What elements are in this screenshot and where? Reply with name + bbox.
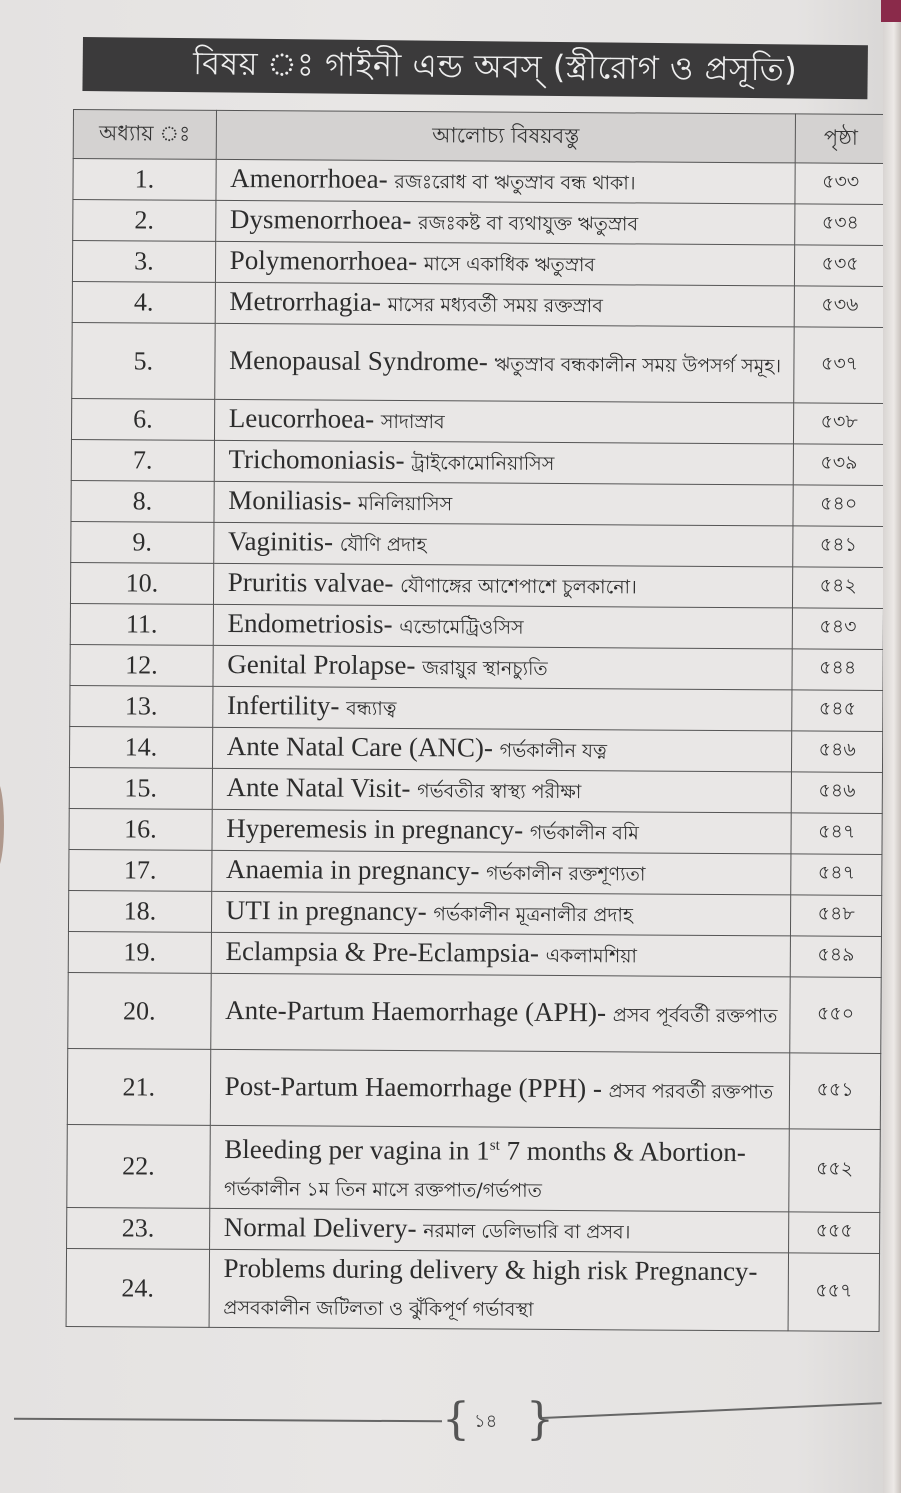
topic-cell <box>214 481 794 526</box>
page-ref: ৫৩৬ <box>794 286 885 328</box>
topic-cell <box>210 1049 790 1129</box>
table-row <box>70 562 883 608</box>
topic-cell <box>211 891 791 936</box>
topic-cell <box>213 604 793 649</box>
footer-rule-left <box>14 1418 442 1423</box>
page-footer <box>14 1395 876 1455</box>
topic-english <box>230 204 412 235</box>
section-title-bar <box>82 37 868 99</box>
topic-cell <box>215 282 795 327</box>
chapter-number: 20. <box>68 972 211 1049</box>
topic-bengali: গর্ভকালীন মূত্রনালীর প্রদাহ <box>433 903 633 927</box>
topic-english <box>228 567 394 598</box>
topic-english <box>224 1212 417 1243</box>
topic-english-text: Amenorrhoea- <box>230 162 388 194</box>
topic-cell <box>212 686 792 731</box>
topic-english <box>226 772 410 803</box>
topic-english-text: Bleeding per vagina in 1 <box>224 1133 490 1166</box>
topic-english-text: Ante-Partum Haemorrhage (APH)- <box>225 994 607 1027</box>
chapter-number: 5. <box>72 322 215 399</box>
topic-english-text: Ante Natal Care (ANC)- <box>226 730 494 763</box>
topic-bengali: ট্রাইকোমোনিয়াসিস <box>411 452 555 475</box>
topic-cell <box>216 159 796 204</box>
topic-english-text: Problems during delivery & high risk Pregnancy- <box>223 1252 758 1287</box>
topic-english-text: UTI in pregnancy- <box>225 894 427 927</box>
page-ref: ৫৩৪ <box>795 204 886 246</box>
topic-english <box>227 690 340 721</box>
topic-cell <box>214 399 794 444</box>
table-row <box>69 726 882 772</box>
table-row <box>72 241 885 287</box>
page-ref: ৫৪৬ <box>792 731 883 773</box>
table-row <box>68 931 881 977</box>
table-row <box>72 322 885 403</box>
topic-bengali: মাসে একাধিক ঋতুস্রাব <box>423 253 596 277</box>
topic-english-text: Eclampsia & Pre-Eclampsia- <box>225 935 539 968</box>
topic-english <box>226 895 427 926</box>
table-row <box>67 1048 880 1129</box>
table-row <box>66 1248 879 1331</box>
topic-bengali: গর্ভকালীন রক্তশূণ্যতা <box>486 862 646 886</box>
topic-bengali: যৌণাঙ্গের আশেপাশে চুলকানো। <box>400 575 637 599</box>
topic-cell <box>213 563 793 608</box>
table-row <box>70 603 883 649</box>
topic-cell <box>212 727 792 772</box>
topic-bengali: রজঃরোধ বা ঋতুস্রাব বন্ধ থাকা। <box>394 170 636 195</box>
topic-english <box>224 1134 746 1167</box>
topic-bengali: প্রসবকালীন জটিলতা ও ঝুঁকিপূর্ণ গর্ভাবস্থা <box>223 1296 534 1321</box>
table-header-row <box>73 110 886 164</box>
table-row <box>69 849 882 895</box>
topic-bengali: ঋতুস্রাব বন্ধকালীন সময় উপসর্গ সমূহ। <box>494 353 782 377</box>
topic-cell <box>214 323 794 403</box>
topic-english <box>225 936 539 968</box>
topic-english <box>225 1070 602 1102</box>
table-row <box>73 159 886 205</box>
topic-english <box>227 649 415 680</box>
topic-english <box>226 854 480 886</box>
chapter-number: 8. <box>71 480 214 522</box>
ordinal-superscript: st <box>489 1137 500 1154</box>
topic-english-text: Normal Delivery- <box>223 1211 417 1244</box>
topic-english-text: Metrorrhagia- <box>229 285 382 317</box>
topic-english <box>226 813 523 845</box>
table-row <box>67 1207 880 1253</box>
chapter-number: 3. <box>72 241 215 283</box>
chapter-number: 16. <box>69 808 212 850</box>
topic-cell <box>209 1249 789 1331</box>
page-edge <box>883 0 901 1493</box>
footer-brace-left-icon: { <box>442 1394 470 1445</box>
page-ref: ৫৪৮ <box>791 895 882 937</box>
topic-cell <box>215 200 795 245</box>
page-ref: ৫৪৭ <box>791 813 882 855</box>
topic-english-text: Leucorrhoea- <box>228 402 375 434</box>
column-header-chapter: অধ্যায় ঃ <box>73 110 216 160</box>
topic-bengali: মনিলিয়াসিস <box>357 492 453 516</box>
chapter-number: 13. <box>70 685 213 727</box>
topic-english <box>229 403 375 434</box>
topic-cell <box>209 1125 789 1212</box>
topic-cell <box>212 809 792 854</box>
topic-english <box>227 608 392 639</box>
topic-cell <box>213 522 793 567</box>
chapter-number: 2. <box>73 200 216 242</box>
topic-bengali: জরায়ুর স্থানচ্যুতি <box>422 657 548 680</box>
table-row <box>68 890 881 936</box>
topic-bengali: নরমাল ডেলিভারি বা প্রসব। <box>423 1220 631 1244</box>
topic-cell <box>211 932 791 977</box>
topic-english <box>230 163 388 194</box>
page-ref: ৫৫৫ <box>789 1212 880 1254</box>
table-row <box>73 200 886 246</box>
topic-english-text: Post-Partum Haemorrhage (PPH) - <box>224 1070 602 1103</box>
topic-english <box>228 526 333 557</box>
page-ref: ৫৩৩ <box>795 163 886 205</box>
topic-bengali: একলামশিয়া <box>545 944 638 968</box>
table-row <box>70 685 883 731</box>
chapter-number: 7. <box>71 439 214 481</box>
topic-bengali: প্রসব পরবর্তী রক্তপাত <box>608 1079 774 1103</box>
topic-english <box>229 344 488 376</box>
page-ref: ৫৪৬ <box>791 772 882 814</box>
topic-bengali: গর্ভবতীর স্বাস্থ্য পরীক্ষা <box>417 780 582 804</box>
topic-bengali: গর্ভকালীন বমি <box>529 821 639 845</box>
chapter-number: 18. <box>68 890 211 932</box>
topic-english-text: Moniliasis- <box>228 484 352 516</box>
page-ref: ৫৪৪ <box>792 649 883 691</box>
page-ref: ৫৩৭ <box>794 327 885 404</box>
topic-bengali: গর্ভকালীন যত্ন <box>499 739 607 763</box>
page-ref: ৫৪০ <box>793 485 884 527</box>
page-ref: ৫৩৮ <box>794 403 885 445</box>
table-body <box>66 159 886 1332</box>
table-row <box>72 281 885 327</box>
column-header-topic: আলোচ্য বিষয়বস্তু <box>216 110 796 163</box>
book-cover-corner <box>881 0 901 22</box>
topic-english-text: Dysmenorrhoea- <box>229 203 412 236</box>
page-ref: ৫৪১ <box>793 526 884 568</box>
topic-bengali: প্রসব পূর্ববর্তী রক্তপাত <box>612 1003 778 1027</box>
page-ref: ৫৫০ <box>790 977 881 1054</box>
topic-english <box>230 245 418 276</box>
topic-english-text: Polymenorrhoea- <box>229 244 418 277</box>
page-number: ১৪ <box>474 1411 498 1432</box>
topic-cell <box>214 440 794 485</box>
chapter-number: 9. <box>71 521 214 563</box>
topic-english-text: Infertility- <box>226 689 340 721</box>
topic-english <box>223 1253 757 1286</box>
topic-bengali: মাসের মধ্যবর্তী সময় রক্তস্রাব <box>387 293 603 318</box>
topic-english-text: Hyperemesis in pregnancy- <box>226 812 524 845</box>
topic-bengali: রজঃকষ্ট বা ব্যথাযুক্ত ঋতুস্রাব <box>418 212 639 236</box>
footer-brace-right-icon: } <box>526 1394 554 1445</box>
page-ref: ৫৪৫ <box>792 690 883 732</box>
page-ref: ৫৪৯ <box>790 936 881 978</box>
topic-cell <box>209 1208 789 1253</box>
chapter-number: 22. <box>67 1124 210 1208</box>
topic-cell <box>215 241 795 286</box>
chapter-number: 24. <box>66 1248 209 1327</box>
topic-english-text: Genital Prolapse- <box>227 648 416 681</box>
topic-english-text: Vaginitis- <box>227 525 334 557</box>
chapter-number: 17. <box>69 849 212 891</box>
topic-english-text: Anaemia in pregnancy- <box>225 853 480 886</box>
chapter-number: 14. <box>69 726 212 768</box>
topic-english-text: Menopausal Syndrome- <box>229 344 488 377</box>
page-ref: ৫৫১ <box>789 1053 880 1130</box>
chapter-number: 1. <box>73 159 216 201</box>
topic-bengali: যৌণি প্রদাহ <box>339 533 427 557</box>
topic-cell <box>210 973 790 1053</box>
table-row <box>70 644 883 690</box>
table-row <box>69 767 882 813</box>
chapter-number: 21. <box>67 1048 210 1125</box>
page-ref: ৫৩৯ <box>793 444 884 486</box>
chapter-number: 23. <box>67 1207 210 1249</box>
topic-bengali: সাদাস্রাব <box>380 410 445 434</box>
page-ref: ৫৫২ <box>789 1129 880 1213</box>
page-ref: ৫৪৭ <box>791 854 882 896</box>
topic-cell <box>212 768 792 813</box>
table-row <box>71 439 884 485</box>
topic-bengali: বন্ধ্যাত্ব <box>346 697 397 720</box>
chapter-number: 15. <box>69 767 212 809</box>
table-of-contents <box>66 109 887 1332</box>
chapter-number: 12. <box>70 644 213 686</box>
footer-rule-right <box>542 1402 882 1419</box>
table-row <box>71 521 884 567</box>
topic-english <box>227 731 493 763</box>
page-ref: ৫৪২ <box>793 567 884 609</box>
topic-english-text: Endometriosis- <box>227 607 393 639</box>
topic-bengali: এন্ডোমেট্রিওসিস <box>399 616 524 639</box>
topic-english-text-cont: 7 months & Abortion- <box>499 1135 746 1168</box>
page-ref: ৫৪৩ <box>792 608 883 650</box>
page-ref: ৫৩৫ <box>795 245 886 287</box>
topic-cell <box>213 645 793 690</box>
topic-english <box>229 286 381 317</box>
column-header-page: পৃষ্ঠা <box>795 114 886 164</box>
table-row <box>68 972 881 1053</box>
chapter-number: 4. <box>72 281 215 323</box>
chapter-number: 10. <box>70 562 213 604</box>
table-row <box>71 480 884 526</box>
section-title: বিষয় ঃ গাইনী এন্ড অবস্ (স্ত্রীরোগ ও প্রসূতি) <box>192 44 798 89</box>
page-ref: ৫৫৭ <box>788 1253 879 1332</box>
table-row <box>67 1124 880 1212</box>
chapter-number: 19. <box>68 931 211 973</box>
table-row <box>71 398 884 444</box>
topic-english-text: Pruritis valvae- <box>227 566 394 598</box>
topic-english-text: Trichomoniasis- <box>228 443 405 476</box>
topic-english <box>228 485 351 516</box>
chapter-number: 6. <box>71 398 214 440</box>
chapter-number: 11. <box>70 603 213 645</box>
topic-english <box>228 444 404 475</box>
topic-english-text: Ante Natal Visit- <box>226 771 411 804</box>
table-row <box>69 808 882 854</box>
topic-bengali: গর্ভকালীন ১ম তিন মাসে রক্তপাত/গর্ভপাত <box>223 1177 543 1202</box>
topic-cell <box>211 850 791 895</box>
topic-english <box>225 994 606 1026</box>
